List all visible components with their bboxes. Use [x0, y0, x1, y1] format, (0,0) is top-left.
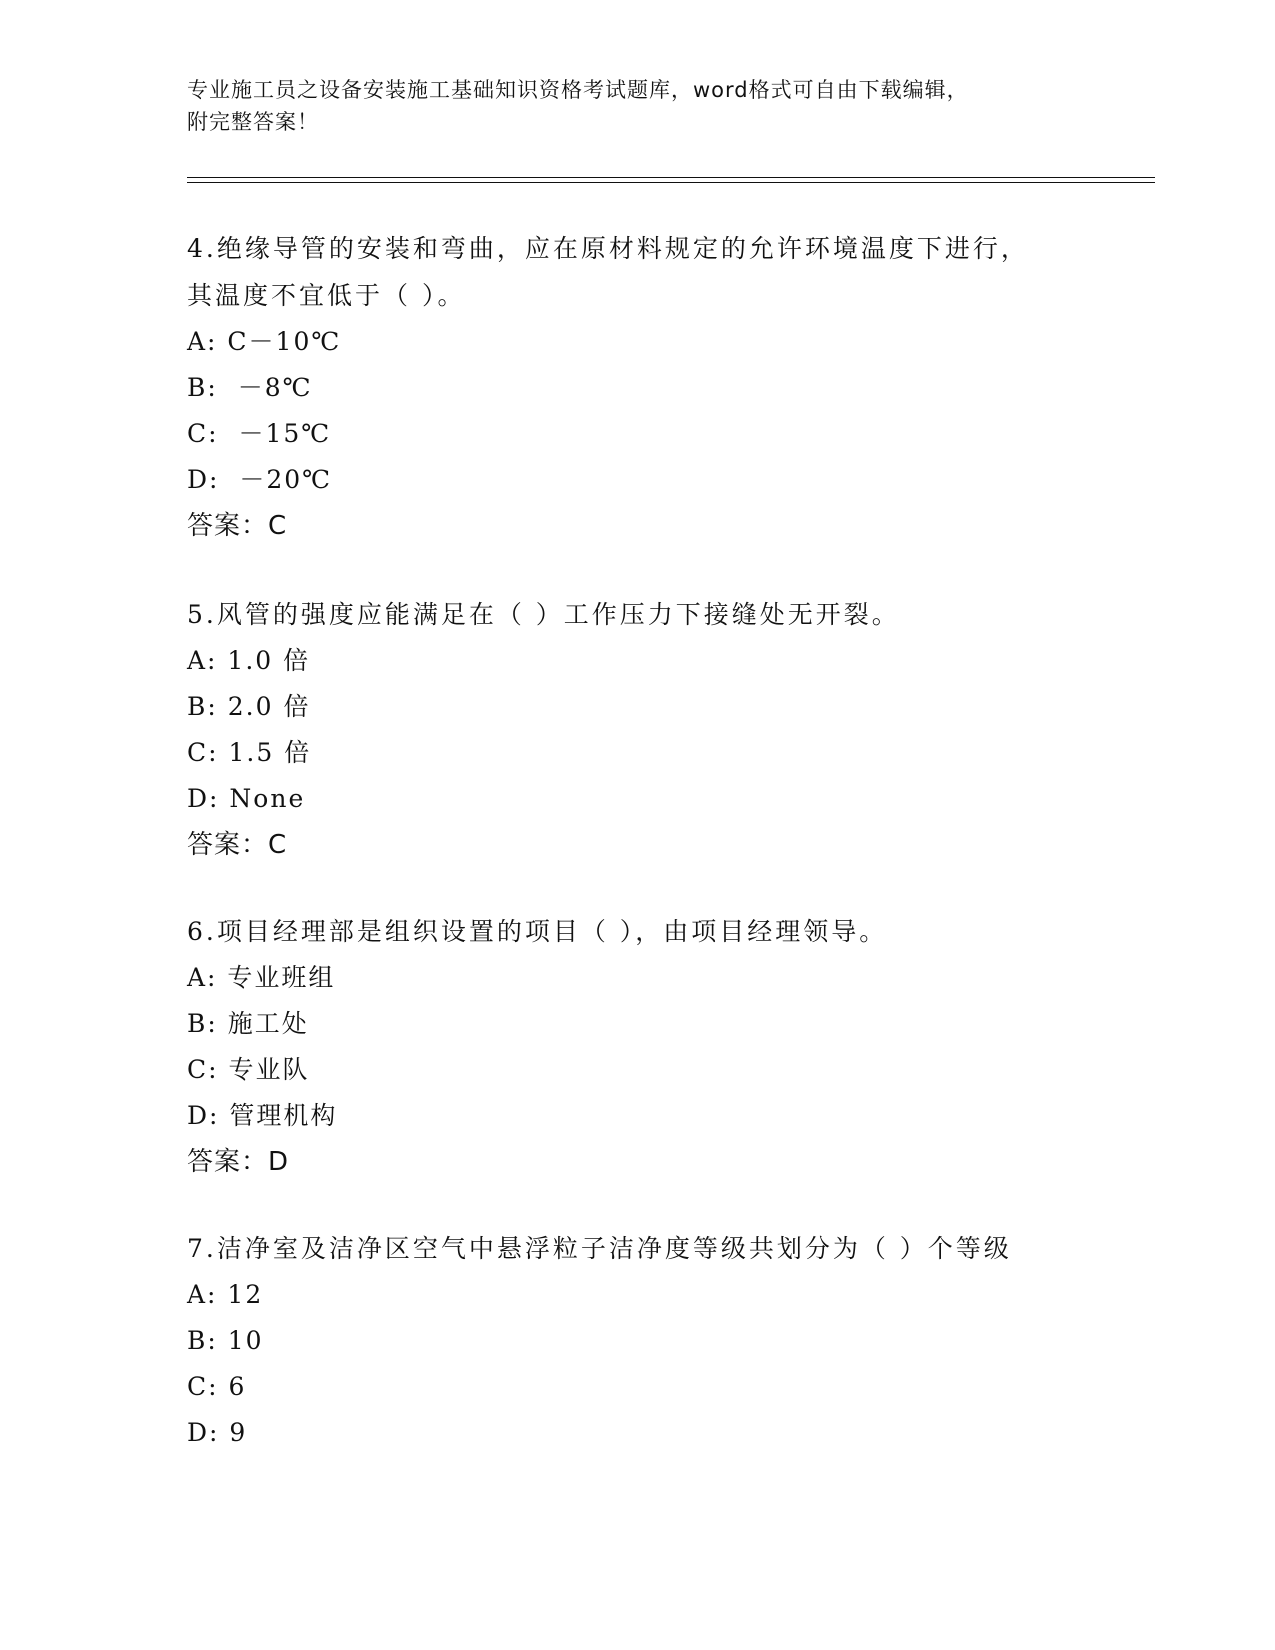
- option-a: A: 专业班组: [187, 963, 336, 992]
- answer: 答案：D: [187, 1147, 290, 1177]
- header-line-2: 附完整答案！: [187, 110, 319, 134]
- question-7: [187, 1225, 1127, 1456]
- option-b: B: 2.0 倍: [187, 692, 311, 721]
- header-divider-bottom: [187, 182, 1155, 183]
- option-b: B: 10: [187, 1326, 264, 1355]
- option-d: D: 9: [187, 1418, 248, 1447]
- option-b: B: －8℃: [187, 373, 313, 402]
- option-a: A: C－10℃: [187, 327, 342, 356]
- option-c: C: 专业队: [187, 1055, 310, 1084]
- question-5: [187, 591, 1127, 868]
- document-header: [187, 74, 1067, 138]
- header-line-1: 专业施工员之设备安装施工基础知识资格考试题库，word格式可自由下载编辑，: [187, 78, 969, 102]
- option-c: C: 6: [187, 1372, 247, 1401]
- header-divider-top: [187, 177, 1155, 178]
- option-a: A: 12: [187, 1280, 264, 1309]
- option-b: B: 施工处: [187, 1009, 309, 1038]
- question-stem-line-2: 其温度不宜低于（ ）。: [187, 281, 466, 310]
- option-c: C: －15℃: [187, 419, 332, 448]
- question-stem-line-1: 7.洁净室及洁净区空气中悬浮粒子洁净度等级共划分为（ ）个等级: [187, 1234, 1012, 1263]
- question-6: [187, 908, 1127, 1185]
- question-stem-line-1: 4.绝缘导管的安装和弯曲，应在原材料规定的允许环境温度下进行，: [187, 234, 1029, 263]
- option-d: D: None: [187, 784, 306, 813]
- option-d: D: 管理机构: [187, 1101, 338, 1130]
- question-4: [187, 225, 1127, 549]
- question-stem-line-1: 5.风管的强度应能满足在（ ）工作压力下接缝处无开裂。: [187, 600, 900, 629]
- option-a: A: 1.0 倍: [187, 646, 311, 675]
- answer: 答案：C: [187, 511, 288, 541]
- answer: 答案：C: [187, 830, 288, 860]
- option-d: D: －20℃: [187, 465, 333, 494]
- option-c: C: 1.5 倍: [187, 738, 312, 767]
- question-stem-line-1: 6.项目经理部是组织设置的项目（ ），由项目经理领导。: [187, 917, 888, 946]
